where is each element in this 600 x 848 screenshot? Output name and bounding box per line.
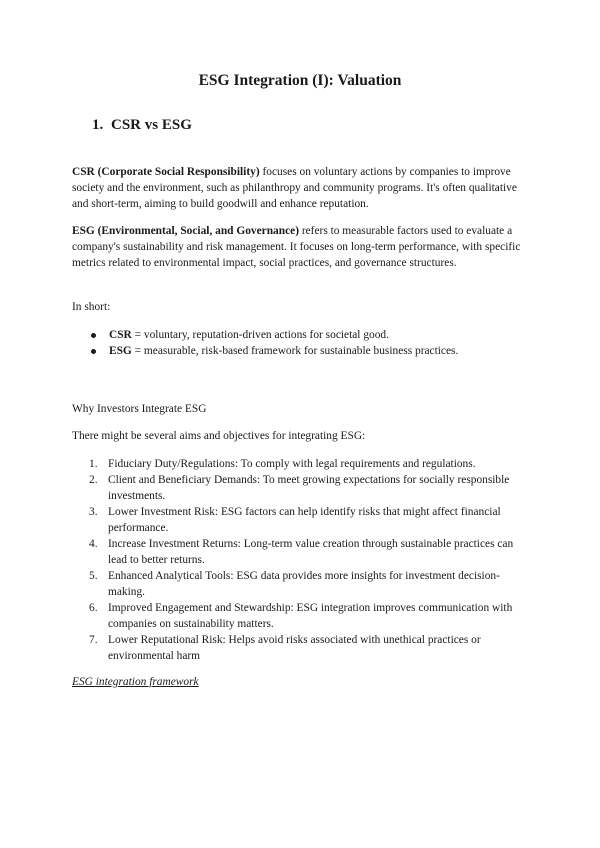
item-number: 6. <box>89 602 98 614</box>
aims-intro: There might be several aims and objectives for integrating ESG: <box>72 430 366 442</box>
esg-text: refers to measurable factors used to evaluate a company's sustainability and risk management. It focuses on long-term performance, with specific metrics related to environmental impact, social practices, and governance structures. <box>72 225 521 269</box>
bullet-icon <box>91 349 96 354</box>
item-text: Increase Investment Returns: Long-term value creation through sustainable practices can lead to better returns. <box>108 538 514 566</box>
bullet-text: = measurable, risk-based framework for sustainable business practices. <box>131 345 459 357</box>
item-text: Lower Investment Risk: ESG factors can help identify risks that might affect financial performance. <box>108 506 501 534</box>
section-title: CSR vs ESG <box>111 117 192 133</box>
item-text: Enhanced Analytical Tools: ESG data provides more insights for investment decision-making. <box>108 570 500 598</box>
list-item <box>72 536 534 568</box>
list-item <box>72 504 534 536</box>
item-number: 5. <box>89 570 98 582</box>
item-number: 4. <box>89 538 98 550</box>
bullet-term: CSR <box>109 329 132 341</box>
summary-bullet-list <box>72 327 532 359</box>
csr-term: CSR (Corporate Social Responsibility) <box>72 166 260 178</box>
list-item <box>72 568 534 600</box>
list-item <box>72 343 532 359</box>
list-item <box>72 472 534 504</box>
section-heading <box>92 117 192 134</box>
bullet-term: ESG <box>109 345 132 357</box>
item-number: 1. <box>89 458 98 470</box>
why-heading: Why Investors Integrate ESG <box>72 403 207 415</box>
list-item <box>72 600 534 632</box>
csr-paragraph <box>72 164 532 212</box>
item-text: Lower Reputational Risk: Helps avoid risks associated with unethical practices or environmental harm <box>108 634 481 662</box>
item-number: 2. <box>89 474 98 486</box>
section-number: 1. <box>92 117 104 133</box>
document-title: ESG Integration (I): Valuation <box>198 72 402 89</box>
item-text: Client and Beneficiary Demands: To meet growing expectations for socially responsible investments. <box>108 474 510 502</box>
in-short-label: In short: <box>72 301 111 313</box>
item-number: 7. <box>89 634 98 646</box>
item-number: 3. <box>89 506 98 518</box>
esg-paragraph <box>72 223 532 271</box>
reasons-list <box>72 456 534 664</box>
framework-link[interactable]: ESG integration framework <box>72 676 199 688</box>
esg-term: ESG (Environmental, Social, and Governance) <box>72 225 299 237</box>
list-item <box>72 456 534 472</box>
bullet-icon <box>91 333 96 338</box>
item-text: Improved Engagement and Stewardship: ESG integration improves communication with companies on sustainability matters. <box>108 602 513 630</box>
bullet-text: = voluntary, reputation-driven actions for societal good. <box>131 329 389 341</box>
item-text: Fiduciary Duty/Regulations: To comply with legal requirements and regulations. <box>108 458 476 470</box>
list-item <box>72 327 532 343</box>
list-item <box>72 632 534 664</box>
csr-text: focuses on voluntary actions by companies to improve society and the environment, such as philanthropy and community programs. It's often qualitative and short-term, aiming to build goodwill and enhance reputation. <box>72 166 517 210</box>
